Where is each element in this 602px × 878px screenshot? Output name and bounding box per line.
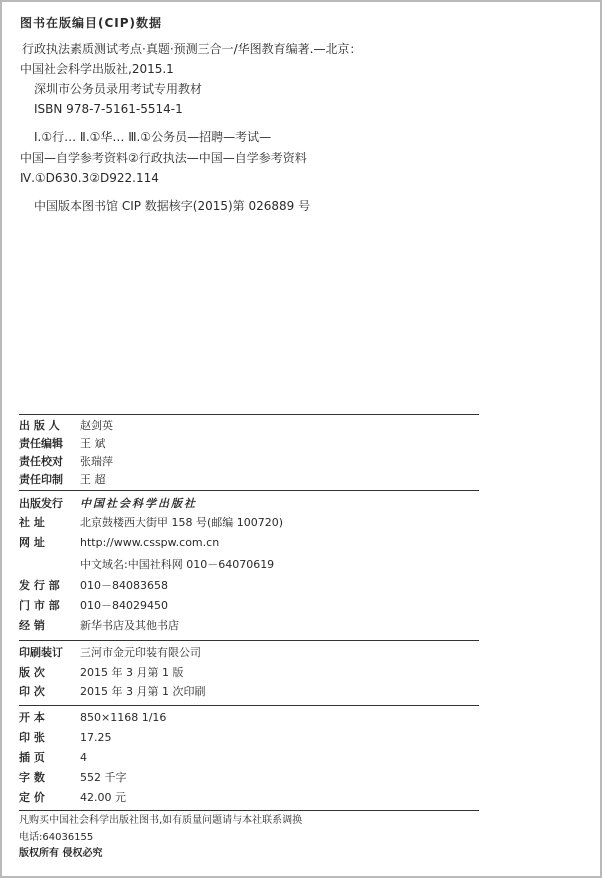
printing-row: 版 次 2015 年 3 月第 1 版: [19, 666, 184, 679]
divider: [19, 414, 479, 415]
publisher-logo-text: 中国社会科学出版社: [80, 497, 197, 510]
spec-row: 定 价 42.00 元: [19, 791, 126, 804]
staff-row: 出 版 人 赵剑英: [19, 419, 113, 432]
phone-number: 电话:64036155: [19, 832, 94, 843]
staff-row: 责任印制 王 超: [19, 473, 106, 486]
publisher-detail-row: 门 市 部 010－84029450: [19, 599, 168, 612]
cip-line: 行政执法素质测试考点·真题·预测三合一/华图教育编著.—北京：: [22, 42, 362, 56]
staff-row: 责任编辑 王 斌: [19, 437, 106, 450]
publisher-row: 出版发行 中国社会科学出版社: [19, 497, 197, 510]
printing-row: 印 次 2015 年 3 月第 1 次印刷: [19, 685, 206, 698]
cip-line: Ⅳ.①D630.3②D922.114: [20, 171, 159, 185]
publisher-detail-row: 社 址 北京鼓楼西大街甲 158 号(邮编 100720): [19, 516, 284, 529]
cip-line: 中国版本图书馆 CIP 数据核字(2015)第 026889 号: [34, 199, 311, 213]
rights-statement: 版权所有 侵权必究: [19, 848, 103, 859]
spec-row: 字 数 552 千字: [19, 771, 127, 784]
staff-row: 责任校对 张瑞萍: [19, 455, 113, 468]
publisher-detail-row: 网 址 http://www.csspw.com.cn: [19, 536, 220, 549]
divider: [19, 490, 479, 491]
divider: [19, 705, 479, 706]
publisher-detail-row: 发 行 部 010－84083658: [19, 579, 168, 592]
cip-line: 深圳市公务员录用考试专用教材: [34, 82, 203, 96]
divider: [19, 640, 479, 641]
cip-line: 中国社会科学出版社,2015.1: [20, 62, 174, 76]
cip-title: 图书在版编目(CIP)数据: [20, 16, 163, 30]
cip-line: Ⅰ.①行… Ⅱ.①华… Ⅲ.①公务员—招聘—考试—: [34, 130, 272, 144]
spec-row: 插 页 4: [19, 751, 87, 764]
cip-line: 中国—自学参考资料②行政执法—中国—自学参考资料: [20, 151, 307, 165]
quality-notice: 凡购买中国社会科学出版社图书,如有质量问题请与本社联系调换: [19, 815, 303, 826]
spec-row: 印 张 17.25: [19, 731, 112, 744]
printing-row: 印刷装订 三河市金元印装有限公司: [19, 646, 201, 659]
spec-row: 开 本 850×1168 1/16: [19, 711, 167, 724]
cip-line: ISBN 978-7-5161-5514-1: [34, 102, 183, 116]
divider: [19, 810, 479, 811]
publisher-detail-row: 中文域名:中国社科网 010－64070619: [80, 558, 275, 571]
publisher-detail-row: 经 销 新华书店及其他书店: [19, 619, 179, 632]
